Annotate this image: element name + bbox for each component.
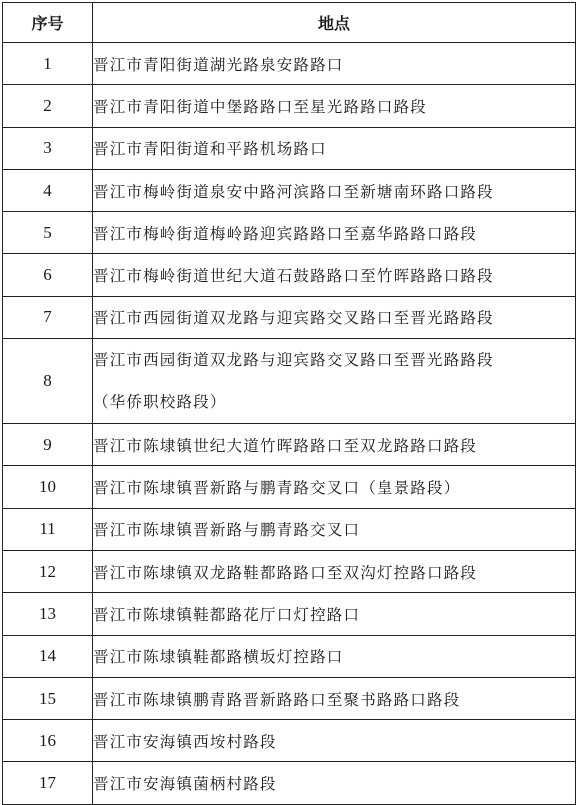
table-row <box>3 424 576 466</box>
row-location: 晋江市陈埭镇鞋都路花厅口灯控路口 <box>93 593 576 635</box>
row-number: 8 <box>3 339 93 424</box>
row-location: 晋江市梅岭街道世纪大道石鼓路路口至竹晖路路口路段 <box>93 254 576 296</box>
row-location: 晋江市陈埭镇晋新路与鹏青路交叉口（皇景路段） <box>93 466 576 508</box>
row-location: 晋江市青阳街道和平路机场路口 <box>93 127 576 169</box>
row-location: 晋江市梅岭街道泉安中路河滨路口至新塘南环路口路段 <box>93 169 576 211</box>
row-number: 7 <box>3 296 93 338</box>
table-header-row <box>3 3 576 43</box>
table-row <box>3 212 576 254</box>
header-serial-number: 序号 <box>3 3 93 43</box>
table-row <box>3 508 576 550</box>
row-number: 6 <box>3 254 93 296</box>
table-row <box>3 169 576 211</box>
row-location: 晋江市陈埭镇鹏青路晋新路路口至聚书路路口路段 <box>93 677 576 719</box>
row-number: 4 <box>3 169 93 211</box>
row-number: 16 <box>3 720 93 762</box>
table-row <box>3 127 576 169</box>
row-location-line-2: （华侨职校路段） <box>93 393 227 412</box>
row-number: 14 <box>3 635 93 677</box>
row-location-line-1: 晋江市西园街道双龙路与迎宾路交叉路口至晋光路路段 <box>93 351 494 370</box>
row-number: 2 <box>3 85 93 127</box>
row-location: 晋江市青阳街道湖光路泉安路路口 <box>93 43 576 85</box>
row-location: 晋江市梅岭街道梅岭路迎宾路路口至嘉华路路口路段 <box>93 212 576 254</box>
table-row <box>3 85 576 127</box>
row-location: 晋江市陈埭镇晋新路与鹏青路交叉口 <box>93 508 576 550</box>
row-location <box>93 339 576 424</box>
row-number: 1 <box>3 43 93 85</box>
table-row <box>3 254 576 296</box>
table-row <box>3 720 576 762</box>
row-number: 11 <box>3 508 93 550</box>
location-table <box>2 2 576 805</box>
table-row <box>3 677 576 719</box>
table-row <box>3 550 576 592</box>
row-number: 17 <box>3 762 93 804</box>
row-number: 15 <box>3 677 93 719</box>
header-location: 地点 <box>93 3 576 43</box>
table-row <box>3 593 576 635</box>
row-location: 晋江市陈埭镇双龙路鞋都路路口至双沟灯控路口路段 <box>93 550 576 592</box>
table-row <box>3 339 576 424</box>
row-location: 晋江市陈埭镇鞋都路横坂灯控路口 <box>93 635 576 677</box>
table-row <box>3 43 576 85</box>
row-location: 晋江市青阳街道中堡路路口至星光路路口路段 <box>93 85 576 127</box>
row-location: 晋江市安海镇菌柄村路段 <box>93 762 576 804</box>
table-row <box>3 762 576 804</box>
row-number: 13 <box>3 593 93 635</box>
row-location: 晋江市陈埭镇世纪大道竹晖路路口至双龙路路口路段 <box>93 424 576 466</box>
table-row <box>3 635 576 677</box>
row-number: 12 <box>3 550 93 592</box>
row-location: 晋江市西园街道双龙路与迎宾路交叉路口至晋光路路段 <box>93 296 576 338</box>
row-number: 3 <box>3 127 93 169</box>
row-number: 5 <box>3 212 93 254</box>
row-location: 晋江市安海镇西垵村路段 <box>93 720 576 762</box>
row-number: 9 <box>3 424 93 466</box>
row-number: 10 <box>3 466 93 508</box>
table-row <box>3 296 576 338</box>
table-row <box>3 466 576 508</box>
